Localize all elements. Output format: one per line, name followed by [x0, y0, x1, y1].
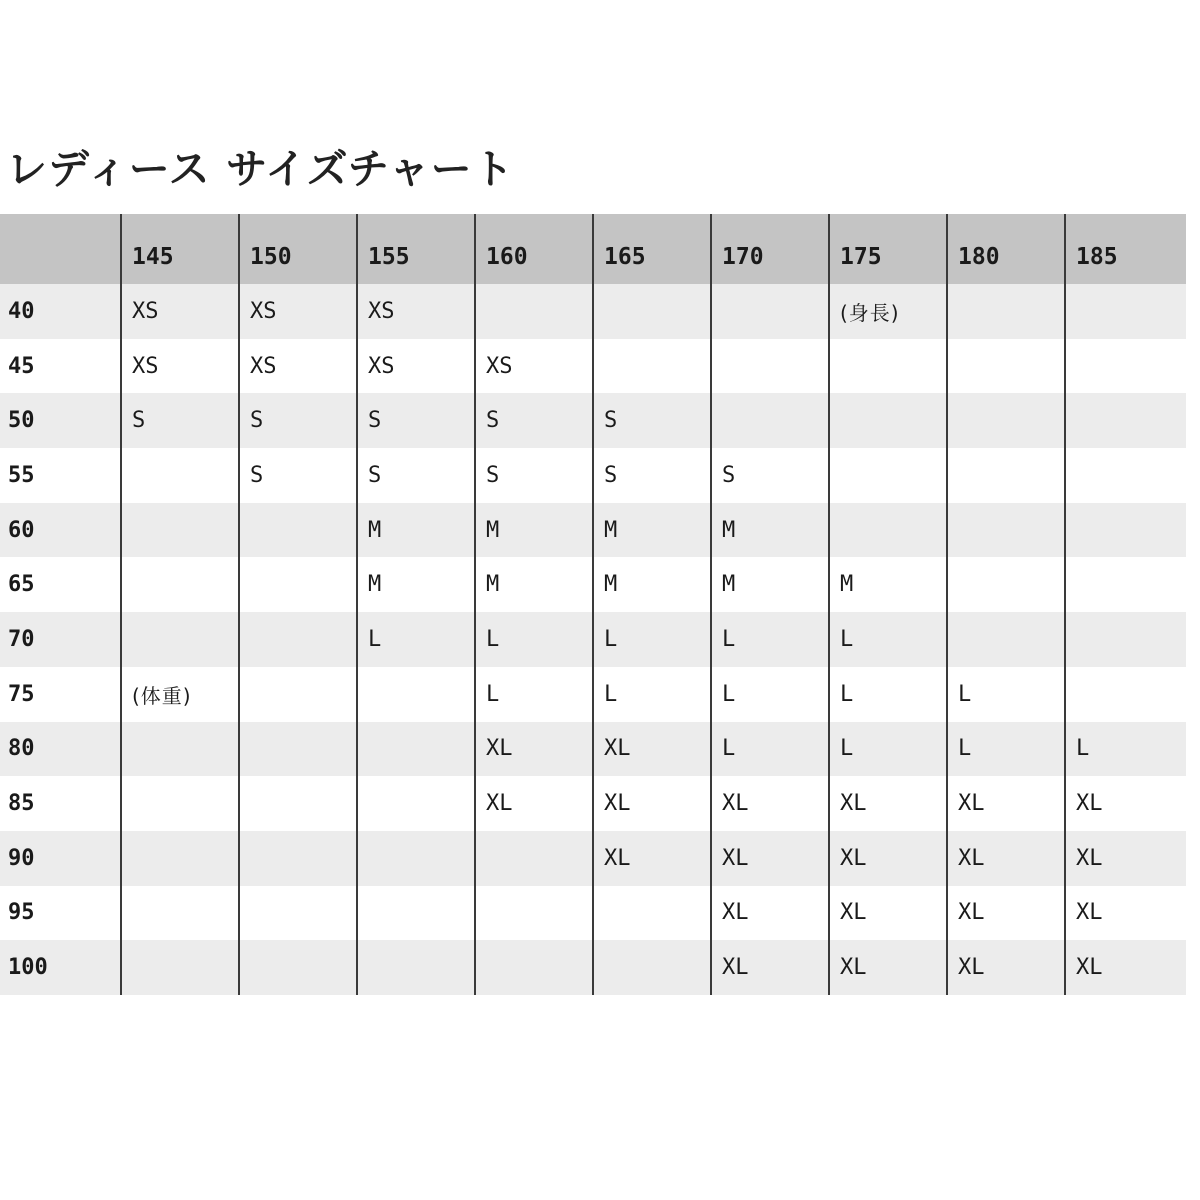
- axis-note-text: (身長): [840, 300, 900, 325]
- size-cell: [1064, 339, 1184, 394]
- size-cell: M: [474, 503, 592, 558]
- height-header-cell: 185: [1064, 214, 1184, 284]
- size-cell: [474, 886, 592, 941]
- size-cell: [710, 393, 828, 448]
- size-cell: XL: [946, 776, 1064, 831]
- size-cell: [120, 503, 238, 558]
- size-cell: [1064, 503, 1184, 558]
- size-cell: [946, 557, 1064, 612]
- size-cell: L: [828, 612, 946, 667]
- size-cell: S: [592, 393, 710, 448]
- size-cell: XL: [474, 722, 592, 777]
- table-row: [0, 284, 1186, 339]
- size-cell: [356, 831, 474, 886]
- size-cell: L: [710, 667, 828, 722]
- size-cell: S: [710, 448, 828, 503]
- size-cell: L: [1064, 722, 1184, 777]
- size-cell: [120, 776, 238, 831]
- size-cell: M: [592, 503, 710, 558]
- size-cell: M: [592, 557, 710, 612]
- size-cell: [120, 448, 238, 503]
- weight-label-cell: 90: [8, 845, 35, 871]
- size-cell: M: [828, 557, 946, 612]
- size-cell: M: [710, 557, 828, 612]
- size-cell: XL: [592, 831, 710, 886]
- weight-label-cell: 65: [8, 572, 35, 598]
- size-cell: XL: [474, 776, 592, 831]
- size-cell: [238, 886, 356, 941]
- size-cell: [592, 339, 710, 394]
- size-cell: M: [710, 503, 828, 558]
- size-chart-table: [0, 214, 1186, 995]
- table-row: [0, 557, 1186, 612]
- size-cell: L: [474, 667, 592, 722]
- size-cell: XL: [946, 886, 1064, 941]
- size-cell: XL: [710, 940, 828, 995]
- size-cell: [1064, 393, 1184, 448]
- size-cell: [356, 886, 474, 941]
- size-cell: [356, 940, 474, 995]
- size-cell: [828, 339, 946, 394]
- weight-label-cell: 40: [8, 298, 35, 324]
- size-cell: [356, 776, 474, 831]
- axis-note-cell: [120, 667, 238, 722]
- size-cell: S: [474, 448, 592, 503]
- size-cell: [946, 339, 1064, 394]
- size-cell: XL: [710, 776, 828, 831]
- size-cell: [356, 722, 474, 777]
- height-header-cell: 160: [474, 214, 592, 284]
- size-cell: S: [238, 448, 356, 503]
- size-cell: XL: [1064, 886, 1184, 941]
- size-cell: M: [474, 557, 592, 612]
- size-cell: XS: [120, 339, 238, 394]
- table-row: [0, 667, 1186, 722]
- size-cell: [238, 667, 356, 722]
- size-cell: S: [120, 393, 238, 448]
- table-row: [0, 448, 1186, 503]
- weight-label-cell: 60: [8, 517, 35, 543]
- size-cell: [120, 722, 238, 777]
- size-cell: XS: [474, 339, 592, 394]
- size-cell: [238, 940, 356, 995]
- size-cell: [238, 557, 356, 612]
- size-cell: [238, 722, 356, 777]
- size-cell: L: [710, 612, 828, 667]
- size-cell: S: [592, 448, 710, 503]
- height-header-cell: 180: [946, 214, 1064, 284]
- size-cell: M: [356, 557, 474, 612]
- size-cell: [946, 612, 1064, 667]
- size-cell: [474, 284, 592, 339]
- size-cell: [946, 284, 1064, 339]
- size-cell: XL: [592, 776, 710, 831]
- size-cell: [238, 503, 356, 558]
- size-cell: [946, 393, 1064, 448]
- size-cell: XL: [592, 722, 710, 777]
- table-row: [0, 886, 1186, 941]
- weight-label-cell: 45: [8, 353, 35, 379]
- size-cell: [710, 339, 828, 394]
- size-cell: [120, 612, 238, 667]
- size-cell: XL: [828, 776, 946, 831]
- size-cell: L: [710, 722, 828, 777]
- weight-label-cell: 50: [8, 408, 35, 434]
- table-row: [0, 393, 1186, 448]
- size-cell: [238, 831, 356, 886]
- size-cell: [120, 831, 238, 886]
- size-cell: [120, 940, 238, 995]
- size-cell: XL: [710, 831, 828, 886]
- size-cell: XL: [710, 886, 828, 941]
- table-row: [0, 940, 1186, 995]
- size-cell: XS: [238, 339, 356, 394]
- table-row: [0, 776, 1186, 831]
- axis-note-cell: [828, 284, 946, 339]
- size-cell: [828, 503, 946, 558]
- size-cell: [828, 448, 946, 503]
- size-cell: [1064, 448, 1184, 503]
- weight-label-cell: 75: [8, 681, 35, 707]
- size-cell: XS: [238, 284, 356, 339]
- size-cell: L: [946, 667, 1064, 722]
- table-body: [0, 284, 1186, 995]
- size-cell: XS: [356, 339, 474, 394]
- size-cell: [238, 612, 356, 667]
- header-corner-cell: [0, 214, 120, 284]
- height-header-cell: 145: [120, 214, 238, 284]
- size-cell: [592, 284, 710, 339]
- size-cell: XL: [828, 940, 946, 995]
- axis-note-text: (体重): [132, 683, 192, 708]
- size-cell: [120, 557, 238, 612]
- size-cell: XS: [356, 284, 474, 339]
- size-cell: [1064, 284, 1184, 339]
- size-cell: [946, 448, 1064, 503]
- size-cell: S: [356, 448, 474, 503]
- size-cell: L: [592, 667, 710, 722]
- size-cell: XL: [828, 886, 946, 941]
- size-cell: [828, 393, 946, 448]
- size-cell: XL: [946, 831, 1064, 886]
- size-cell: [710, 284, 828, 339]
- size-cell: XL: [946, 940, 1064, 995]
- weight-label-cell: 80: [8, 736, 35, 762]
- page-title: レディース サイズチャート: [6, 145, 515, 193]
- table-row: [0, 831, 1186, 886]
- size-cell: XL: [1064, 831, 1184, 886]
- height-header-cell: 155: [356, 214, 474, 284]
- size-cell: [592, 940, 710, 995]
- weight-label-cell: 100: [8, 955, 48, 981]
- table-row: [0, 612, 1186, 667]
- size-cell: [474, 831, 592, 886]
- height-header-cell: 175: [828, 214, 946, 284]
- height-header-cell: 170: [710, 214, 828, 284]
- height-header-cell: 150: [238, 214, 356, 284]
- table-row: [0, 339, 1186, 394]
- size-cell: M: [356, 503, 474, 558]
- weight-label-cell: 55: [8, 462, 35, 488]
- weight-label-cell: 95: [8, 900, 35, 926]
- size-cell: [946, 503, 1064, 558]
- size-cell: L: [592, 612, 710, 667]
- height-header-cell: 165: [592, 214, 710, 284]
- size-cell: L: [356, 612, 474, 667]
- size-cell: L: [828, 667, 946, 722]
- size-cell: [1064, 667, 1184, 722]
- size-cell: [238, 776, 356, 831]
- size-cell: L: [828, 722, 946, 777]
- size-cell: [1064, 557, 1184, 612]
- size-cell: [1064, 612, 1184, 667]
- size-cell: S: [238, 393, 356, 448]
- table-row: [0, 503, 1186, 558]
- size-cell: L: [946, 722, 1064, 777]
- weight-label-cell: 85: [8, 791, 35, 817]
- size-cell: XL: [1064, 940, 1184, 995]
- size-cell: XL: [828, 831, 946, 886]
- size-cell: XS: [120, 284, 238, 339]
- size-cell: [592, 886, 710, 941]
- size-cell: L: [474, 612, 592, 667]
- weight-label-cell: 70: [8, 626, 35, 652]
- size-cell: XL: [1064, 776, 1184, 831]
- table-header-row: [0, 214, 1186, 284]
- size-cell: [474, 940, 592, 995]
- size-cell: S: [474, 393, 592, 448]
- table-row: [0, 722, 1186, 777]
- size-cell: S: [356, 393, 474, 448]
- size-cell: [120, 886, 238, 941]
- size-cell: [356, 667, 474, 722]
